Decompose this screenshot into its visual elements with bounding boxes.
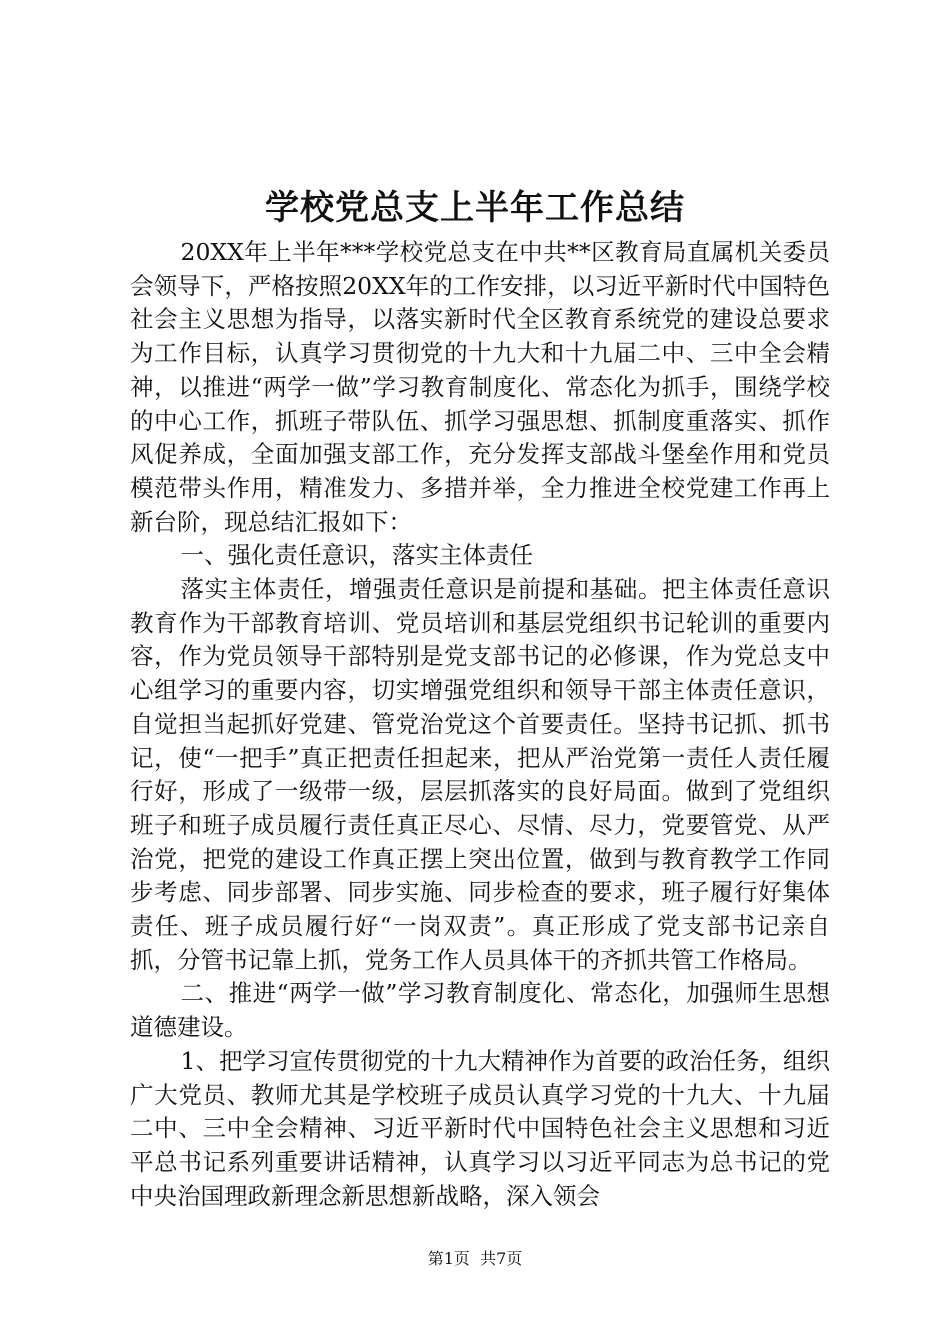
page-footer	[0, 1248, 950, 1270]
document-body	[130, 236, 830, 1213]
paragraph-section-1: 落实主体责任，增强责任意识是前提和基础。把主体责任意识教育作为干部教育培训、党员培训和基层党组织书记轮训的重要内容，作为党员领导干部特别是党支部书记的必修课，作为党总支中心组学习的重要内容，切实增强党组织和领导干部主体责任意识，自觉担当起抓好党建、管党治党这个首要责任。坚持书记抓、抓书记，使“一把手”真正把责任担起来，把从严治党第一责任人责任履行好，形成了一级带一级，层层抓落实的良好局面。做到了党组织班子和班子成员履行责任真正尽心、尽情、尽力，党要管党、从严治党，把党的建设工作真正摆上突出位置，做到与教育教学工作同步考虑、同步部署、同步实施、同步检查的要求，班子履行好集体责任、班子成员履行好“一岗双责”。真正形成了党支部书记亲自抓，分管书记靠上抓，党务工作人员具体干的齐抓共管工作格局。	[130, 575, 830, 974]
page-number: 第1页 共7页	[427, 1249, 523, 1268]
paragraph-item-1: 1、把学习宣传贯彻党的十九大精神作为首要的政治任务，组织广大党员、教师尤其是学校班子成员认真学习党的十九大、十九届二中、三中全会精神、习近平新时代中国特色社会主义思想和习近平总书记系列重要讲话精神，认真学习以习近平同志为总书记的党中央治国理政新理念新思想新战略，深入领会	[130, 1046, 830, 1210]
paragraph-intro: 20XX年上半年***学校党总支在中共**区教育局直属机关委员会领导下，严格按照20XX年的工作安排，以习近平新时代中国特色社会主义思想为指导，以落实新时代全区教育系统党的建设总要求为工作目标，认真学习贯彻党的十九大和十九届二中、三中全会精神，以推进“两学一做”学习教育制度化、常态化为抓手，围绕学校的中心工作，抓班子带队伍、抓学习强思想、抓制度重落实、抓作风促养成，全面加强支部工作，充分发挥支部战斗堡垒作用和党员模范带头作用，精准发力、多措并举，全力推进全校党建工作再上新台阶，现总结汇报如下：	[130, 238, 830, 536]
document-title: 学校党总支上半年工作总结	[265, 188, 685, 228]
section-heading-2: 二、推进“两学一做”学习教育制度化、常态化，加强师生思想道德建设。	[130, 979, 830, 1042]
section-heading-1: 一、强化责任意识，落实主体责任	[180, 541, 534, 570]
